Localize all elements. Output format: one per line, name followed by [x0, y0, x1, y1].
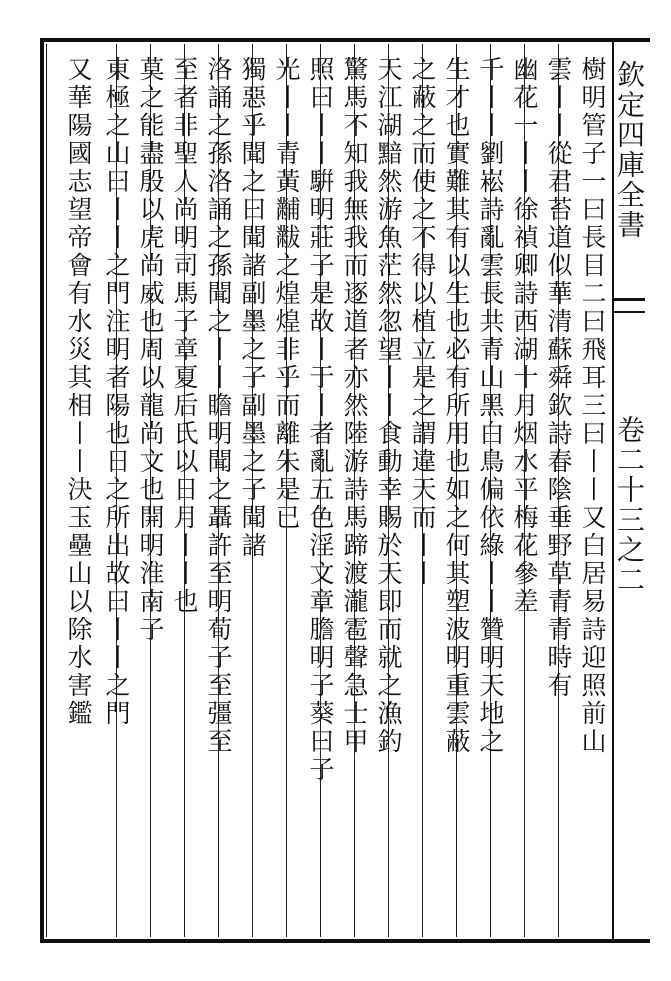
text-column: 東極之山曰丨丨之門注明者陽也日之所出故曰丨丨之門 [102, 56, 131, 728]
text-column: 樹明管子一曰長目二曰飛耳三曰丨丨又白居易詩迎照前山 [578, 56, 607, 756]
fish-tail-mark [612, 298, 645, 313]
text-column: 光丨丨青黃黼黻之煌煌非乎而離朱是已 [272, 56, 301, 532]
text-column: 之蔽之而使之不得以植立是之謂違天而丨丨 [408, 56, 437, 588]
text-column: 洛誦之孫洛誦之孫聞之丨丨瞻明聞之聶許至明荀子至彊至 [204, 56, 233, 756]
text-column: 莫之能盡殷以虎尚威也周以龍尚文也開明淮南子 [136, 56, 165, 644]
text-column: 生才也實難其有以生也必有所用也如之何其塑波明重雲蔽 [442, 56, 471, 756]
text-column: 驚馬不知我無我而逐道者亦然陸游詩馬蹄渡瀧雹聲急士甲 [340, 56, 369, 756]
text-column: 天江湖黯然游魚茫然忽望丨丨食動幸賜於天即而就之漁釣 [374, 56, 403, 756]
text-column: 至者非聖人尚明司馬子章夏后氏以日月丨丨也 [170, 56, 199, 616]
text-column: 又華陽國志望帝會有水災其相丨丨決玉壘山以除水害鑑 [64, 56, 93, 728]
text-column: 照曰丨丨騈明莊子是故丨于丨者亂五色淫文章膽明子葵曰子 [306, 56, 335, 784]
text-column: 幽花一丨丨徐禎卿詩西湖十月烟水平梅花參差 [510, 56, 539, 616]
volume-number: 卷二十三之二 [613, 415, 646, 595]
book-title: 欽定四庫全書 [613, 60, 646, 240]
text-column: 千丨丨劉崧詩亂雲長共青山黑白鳥偏依綠丨丨贊明天地之 [476, 56, 505, 756]
text-column: 雲丨丨從君苔道似華清蘇舜欽詩春陰垂野草青青時有 [544, 56, 573, 700]
text-column: 獨惡乎聞之曰聞諸副墨之子副墨之子聞諸 [238, 56, 267, 560]
inner-border-rule [46, 44, 47, 937]
